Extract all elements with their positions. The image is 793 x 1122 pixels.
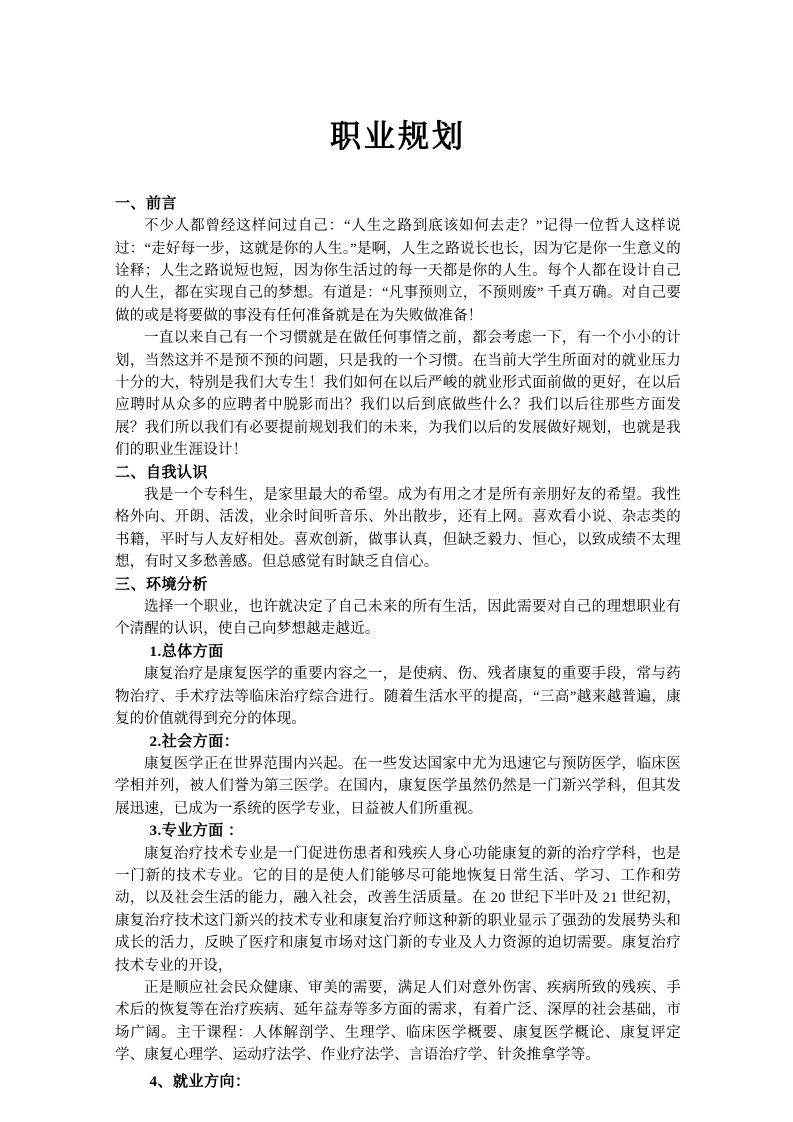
paragraph: 我是一个专科生，是家里最大的希望。成为有用之才是所有亲朋好友的希望。我性格外向、开朗、活泼，业余时间听音乐、外出散步，还有上网。喜欢看小说、杂志类的书籍，平时与人友好相处。喜欢创新，做事认真，但缺乏毅力、恒心，以致成绩不太理想，有时又多愁善感。但总感觉有时缺乏自信心。 <box>115 487 681 571</box>
section-heading-self-awareness: 二、自我认识 <box>115 464 209 481</box>
paragraph: 正是顺应社会民众健康、审美的需要，满足人们对意外伤害、疾病所致的残疾、手术后的恢复等在治疗疾病、延年益寿等多方面的需求，有着广泛、深厚的社会基础，市场广阔。主干课程：人体解剖学、生理学、临床医学概要、康复医学概论、康复评定学、康复心理学、运动疗法学、作业疗法学、言语治疗学、针灸推拿学等。 <box>115 979 681 1064</box>
section-heading-preface: 一、前言 <box>115 195 178 212</box>
paragraph: 一直以来自己有一个习惯就是在做任何事情之前，都会考虑一下，有一个小小的计划，当然这并不是预不预的问题，只是我的一个习惯。在当前大学生所面对的就业压力十分的大，特别是我们大专生！我们如何在以后严峻的就业形式面前做的更好，在以后应聘时从众多的应聘者中脱影而出？我们以后到底做些什么？我们以后往那些方面发展？我们所以我们有必要提前规划我们的未来，为我们以后的发展做好规划，也就是我们的职业生涯设计！ <box>115 330 681 459</box>
subheading-employment-direction: 4、就业方向： <box>149 1073 251 1090</box>
paragraph: 康复医学正在世界范围内兴起。在一些发达国家中尤为迅速它与预防医学，临床医学相并列，被人们誉为第三医学。在国内，康复医学虽然仍然是一门新兴学科，但其发展迅速，已成为一系统的医学专业，日益被人们所重视。 <box>115 755 681 817</box>
subheading-professional-aspect: 3.专业方面 ： <box>149 823 244 840</box>
paragraph: 选择一个职业，也许就决定了自己未来的所有生活，因此需要对自己的理想职业有个清醒的认识，使自己向梦想越走越近。 <box>115 599 681 638</box>
section-heading-environment-analysis: 三、环境分析 <box>115 576 209 593</box>
paragraph: 康复治疗技术专业是一门促进伤患者和残疾人身心功能康复的新的治疗学科，也是一门新的技术专业。它的目的是使人们能够尽可能地恢复日常生活、学习、工作和劳动，以及社会生活的能力，融入社会，改善生活质量。在 20 世纪下半叶及 21 世纪初，康复治疗技术这门新兴的技术专业和康复治疗师这种新的职业显示了强劲的发展势头和成长的活力，反映了医疗和康复市场对这门新的专业及人力资源的迫切需要。康复治疗技术专业的开设， <box>115 845 681 974</box>
subheading-overall-aspect: 1.总体方面 <box>149 643 224 660</box>
paragraph: 不少人都曾经这样问过自己：“人生之路到底该如何去走？”记得一位哲人这样说过：“走好每一步，这就是你的人生。”是啊，人生之路说长也长，因为它是你一生意义的诠释；人生之路说短也短，因为你生活过的每一天都是你的人生。每个人都在设计自己的人生，都在实现自己的梦想。有道是：“凡事预则立，不预则废” 千真万确。对自己要做的或是将要做的事没有任何准备就是在为失败做准备！ <box>115 218 681 324</box>
subheading-social-aspect: 2.社会方面： <box>149 733 240 750</box>
paragraph: 康复治疗是康复医学的重要内容之一，是使病、伤、残者康复的重要手段，常与药物治疗、手术疗法等临床治疗综合进行。随着生活水平的提高，“三高”越来越普遍，康复的价值就得到充分的体现。 <box>115 666 681 728</box>
document-title: 职业规划 <box>330 119 466 154</box>
